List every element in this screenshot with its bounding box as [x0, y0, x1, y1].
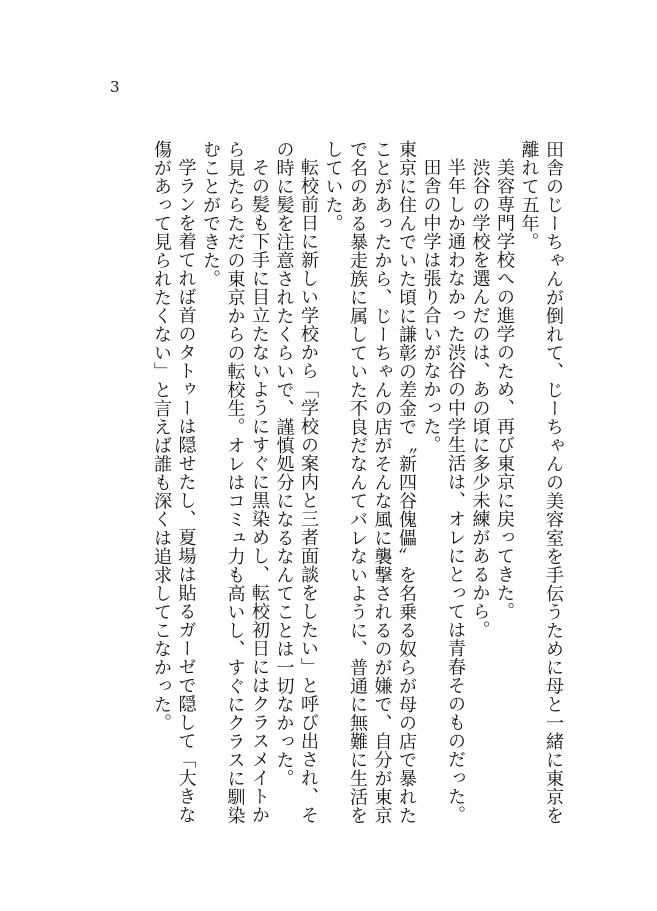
paragraph: 美容専門学校への進学のため、再び東京に戻ってきた。 [494, 158, 515, 621]
paragraph: 渋谷の学校を選んだのは、あの頃に多少未練があるから。 [469, 158, 491, 639]
paragraph: 半年しか通わなかった渋谷の中学生活は、オレにとっては青春そのものだった。 [445, 158, 466, 824]
paragraph: 東京に住んでいた頃に謙彰の差金で〝新四谷傀儡〟を名乗る奴らが母の店で暴れたことがあったから、じーちゃんの店がそんな風に襲撃されるのが嫌で、自分が東京で名のある暴走族に属していた不良だなんてバレないように、普通に無難に生活をしていた。 [322, 140, 417, 825]
paragraph: 田舎のじーちゃんが倒れて、じーちゃんの美容室を手伝うために母と一緒に東京を離れて五年。 [518, 140, 564, 825]
body-text [149, 140, 566, 840]
paragraph: 田舎の中学は張り合いがなかった。 [420, 158, 442, 454]
page-number: 3 [110, 78, 120, 96]
paragraph: 転校前日に新しい学校から「学校の案内と三者面談をしたい」と呼び出され、その時に髪を注意されたくらいで、謹慎処分になるなんてことは一切なかった。 [273, 140, 319, 824]
paragraph: その髪も下手に目立たないようにすぐに黒染めし、転校初日にはクラスメイトから見たらただの東京からの転校生。オレはコミュ力も高いし、すぐにクラスに馴染むことができた。 [200, 140, 270, 825]
paragraph: 学ランを着てれば首のタトゥーは隠せたし、夏場は貼るガーゼで隠して「大きな傷があって見られたくない」と言えば誰も深くは追求してこなかった。 [151, 140, 197, 824]
